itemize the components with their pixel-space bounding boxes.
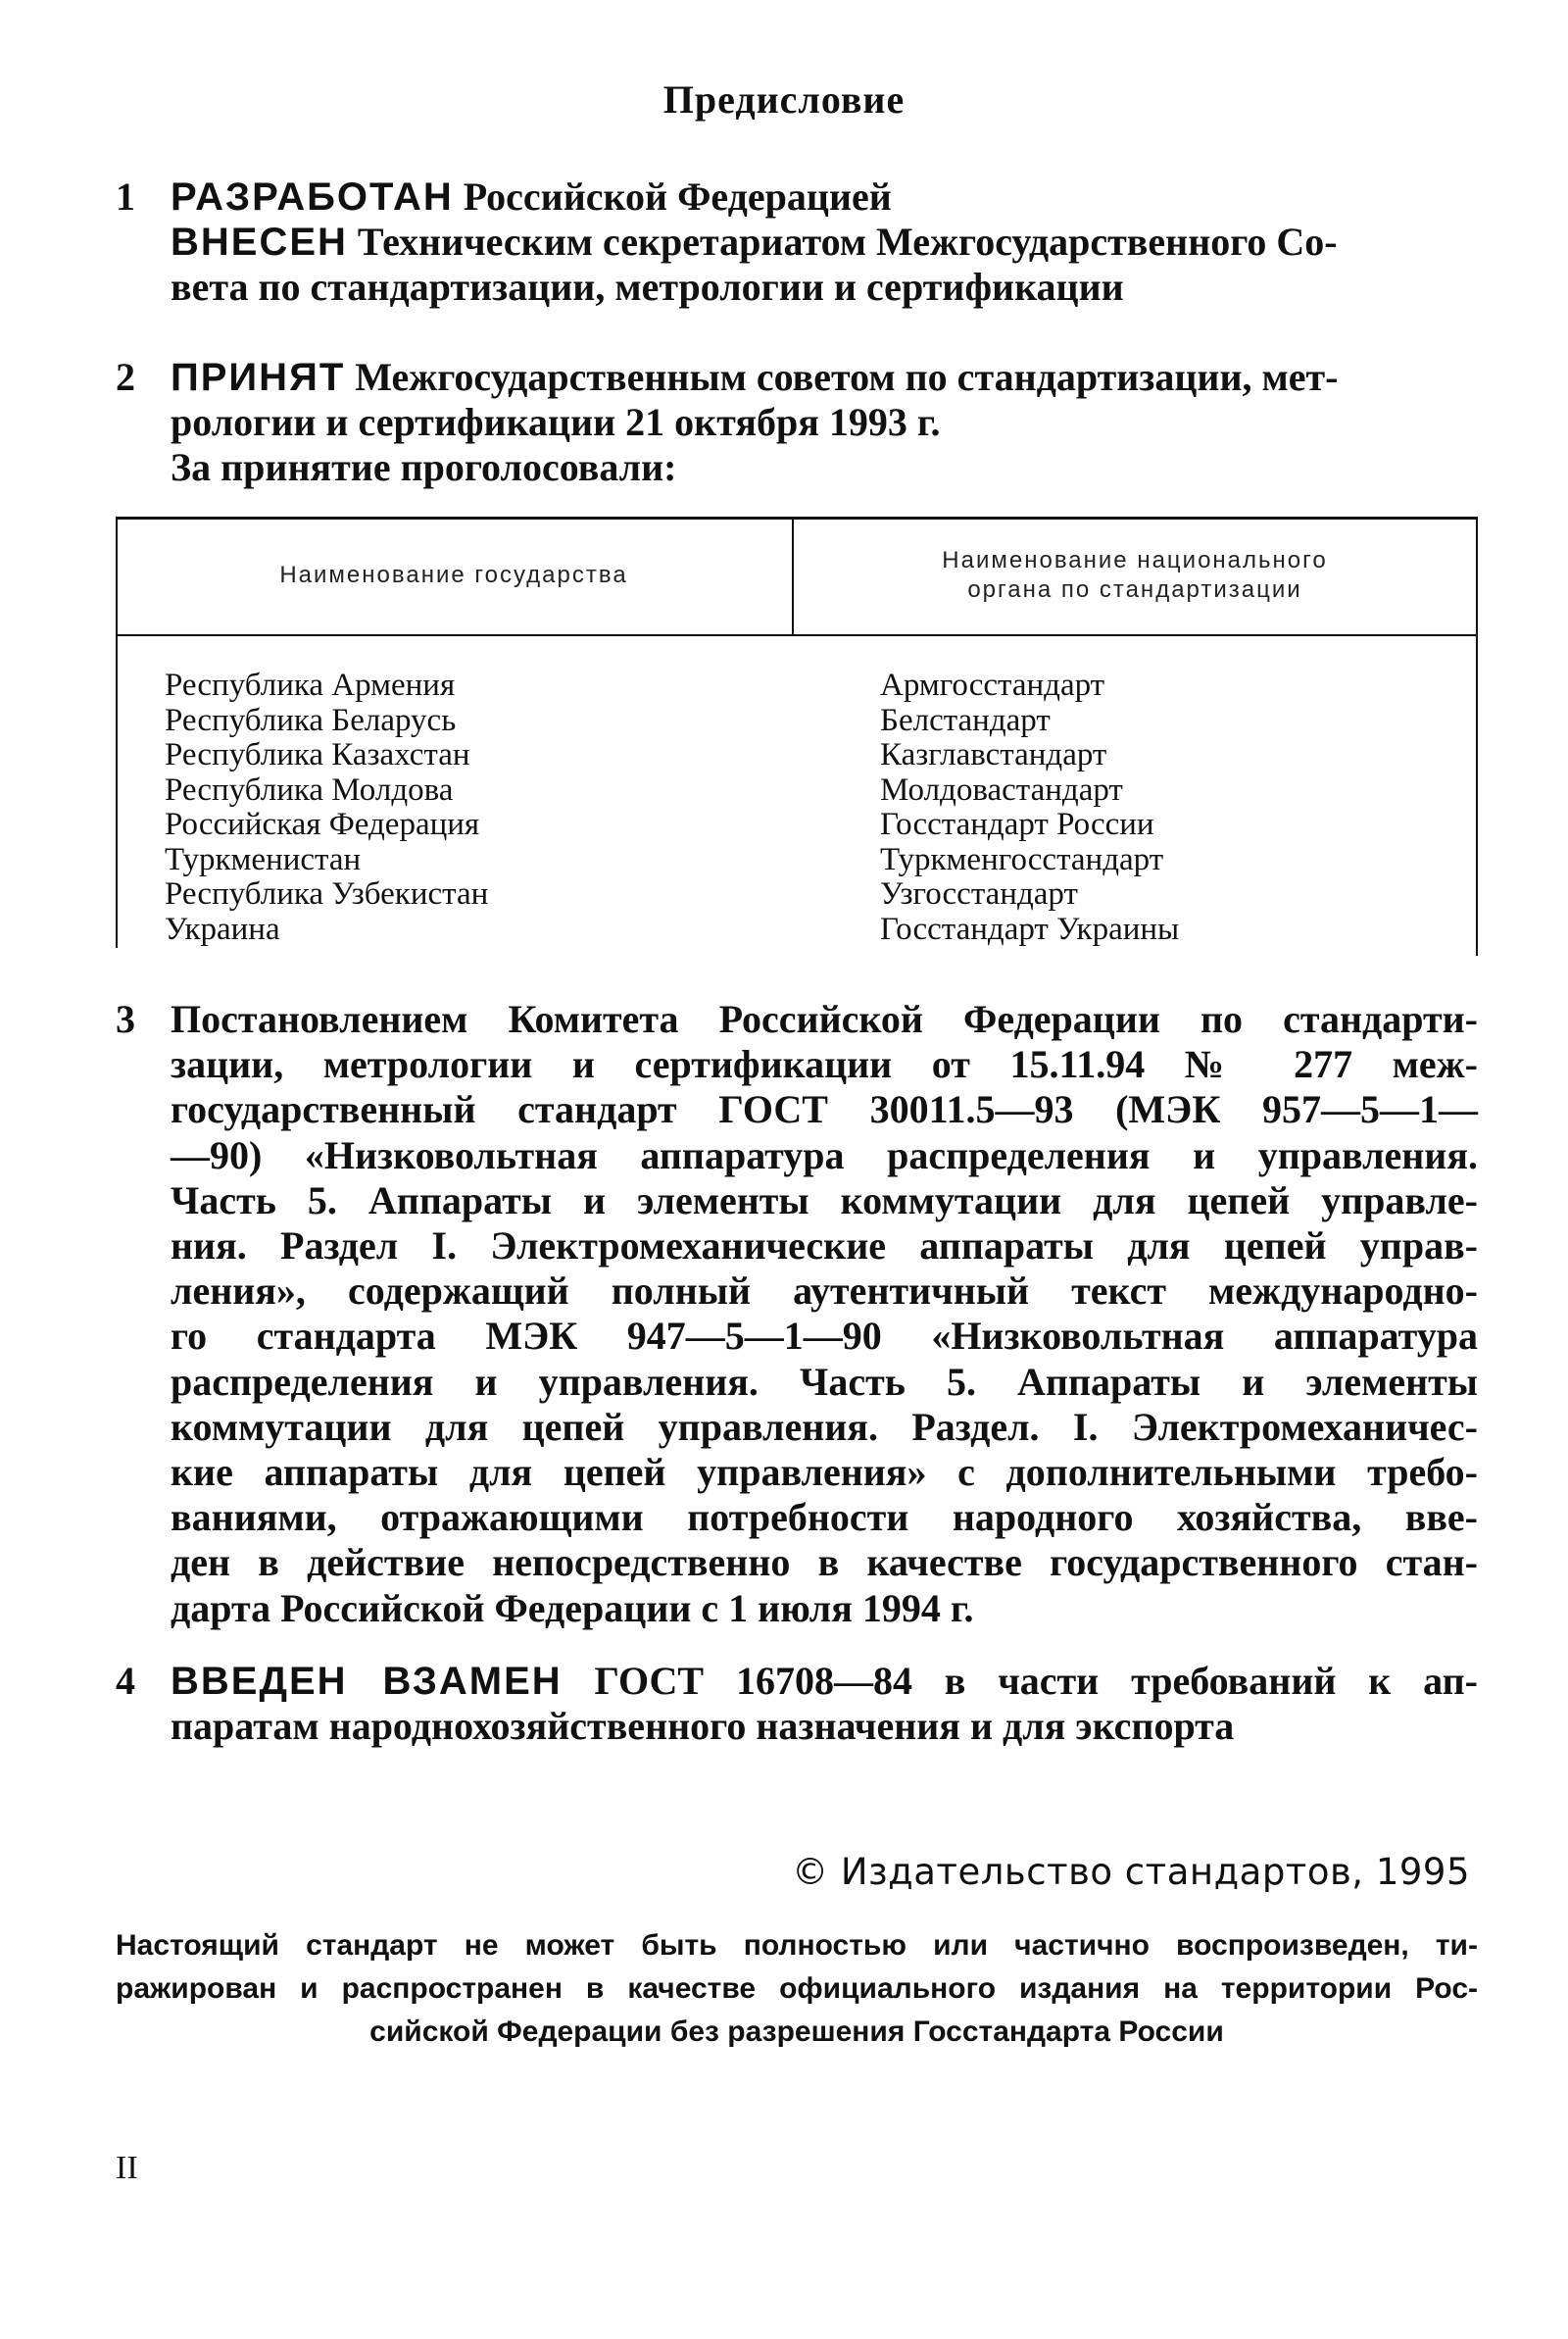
table-rule-header — [116, 634, 1478, 636]
reproduction-notice: Настоящий стандарт не может быть полностью или частично воспроизведен, ти- ражирован и распространен в качестве официального издания на территории Рос- сийской Федерации без разрешения Госстандарта России — [116, 1929, 1478, 2048]
table-cell-state: Туркменистан — [165, 841, 362, 877]
table-rule-top — [116, 517, 1478, 520]
table-cell-organ: Госстандарт Украины — [880, 911, 1180, 947]
item-number: 2 — [116, 355, 135, 399]
item-line: За принятие проголосовали: — [171, 445, 677, 489]
item-line: зации, метрологии и сертификации от 15.11.94 № 277 меж- — [171, 1042, 1478, 1087]
item-line: ВНЕСЕН Техническим секретариатом Межгосударственного Со- — [171, 220, 1338, 264]
copyright-notice: © Издательство стандартов, 1995 — [792, 1851, 1470, 1893]
item-line: ваниями, отражающими потребности народного хозяйства, вве- — [171, 1495, 1478, 1540]
page-title: Предисловие — [662, 77, 906, 122]
table-cell-state: Украина — [165, 911, 280, 947]
item-line: —90) «Низковольтная аппаратура распределения и управления. — [171, 1132, 1478, 1177]
item-line: ния. Раздел I. Электромеханические аппараты для цепей управ- — [171, 1223, 1478, 1269]
keyword: ВНЕСЕН — [171, 221, 348, 264]
item-3-text — [171, 997, 1478, 1631]
table-cell-state: Республика Узбекистан — [165, 876, 489, 912]
item-number: 1 — [116, 174, 135, 219]
item-line: рологии и сертификации 21 октября 1993 г. — [171, 400, 941, 444]
table-cell-state: Республика Беларусь — [165, 702, 457, 738]
keyword: РАЗРАБОТАН — [171, 175, 454, 219]
item-line: ления», содержащий полный аутентичный текст международно- — [171, 1269, 1478, 1314]
column-header-organ: Наименование национального органа по стандартизации — [942, 547, 1328, 603]
item-number: 3 — [116, 997, 135, 1041]
item-line: дарта Российской Федерации с 1 июля 1994 г. — [171, 1585, 974, 1630]
item-line: ВВЕДЕН ВЗАМЕН ГОСТ 16708—84 в части требований к ап- — [171, 1659, 1478, 1703]
table-border-right — [1476, 517, 1478, 956]
item-line: коммутации для цепей управления. Раздел. I. Электромеханичес- — [171, 1404, 1478, 1449]
table-cell-organ: Госстандарт России — [880, 807, 1154, 842]
item-line: паратам народнохозяйственного назначения и для экспорта — [171, 1704, 1235, 1748]
item-line: го стандарта МЭК 947—5—1—90 «Низковольтная аппаратура — [171, 1314, 1478, 1359]
foreword-item-2 — [116, 355, 1478, 490]
keyword: ВВЕДЕН ВЗАМЕН — [171, 1660, 563, 1703]
item-line: Постановлением Комитета Российской Федерации по стандарти- — [171, 997, 1478, 1041]
organ-column — [880, 669, 1179, 947]
voting-table — [116, 517, 1478, 956]
foreword-item-3 — [116, 997, 1478, 1631]
table-cell-organ: Казглавстандарт — [880, 737, 1107, 772]
item-number: 4 — [116, 1659, 135, 1703]
table-cell-organ: Узгосстандарт — [880, 876, 1078, 912]
foreword-item-4 — [116, 1659, 1478, 1749]
item-line: Часть 5. Аппараты и элементы коммутации для цепей управле- — [171, 1177, 1478, 1222]
item-line: вета по стандартизации, метрологии и сертификации — [171, 265, 1124, 309]
table-cell-organ: Армгосстандарт — [880, 668, 1105, 703]
keyword: ПРИНЯТ — [171, 356, 346, 399]
item-line: кие аппараты для цепей управления» с дополнительными требо- — [171, 1450, 1478, 1495]
column-header-state: Наименование государства — [279, 562, 628, 588]
table-cell-organ: Молдовастандарт — [880, 771, 1123, 808]
item-line: ден в действие непосредственно в качестве государственного стан- — [171, 1540, 1478, 1585]
page-number: II — [116, 2150, 138, 2186]
item-line: ПРИНЯТ Межгосударственным советом по стандартизации, мет- — [171, 355, 1339, 399]
table-cell-state: Российская Федерация — [165, 807, 480, 842]
state-column — [165, 669, 488, 947]
table-cell-organ: Белстандарт — [880, 702, 1051, 738]
foreword-item-1 — [116, 174, 1478, 310]
table-cell-state: Республика Молдова — [165, 771, 454, 808]
table-cell-state: Республика Казахстан — [165, 737, 470, 772]
item-line: РАЗРАБОТАН Российской Федерацией — [171, 174, 892, 219]
table-cell-organ: Туркменгосстандарт — [880, 841, 1164, 877]
item-line: государственный стандарт ГОСТ 30011.5—93 (МЭК 957—5—1— — [171, 1087, 1478, 1132]
item-line: распределения и управления. Часть 5. Аппараты и элементы — [171, 1359, 1478, 1404]
table-cell-state: Республика Армения — [165, 668, 456, 703]
